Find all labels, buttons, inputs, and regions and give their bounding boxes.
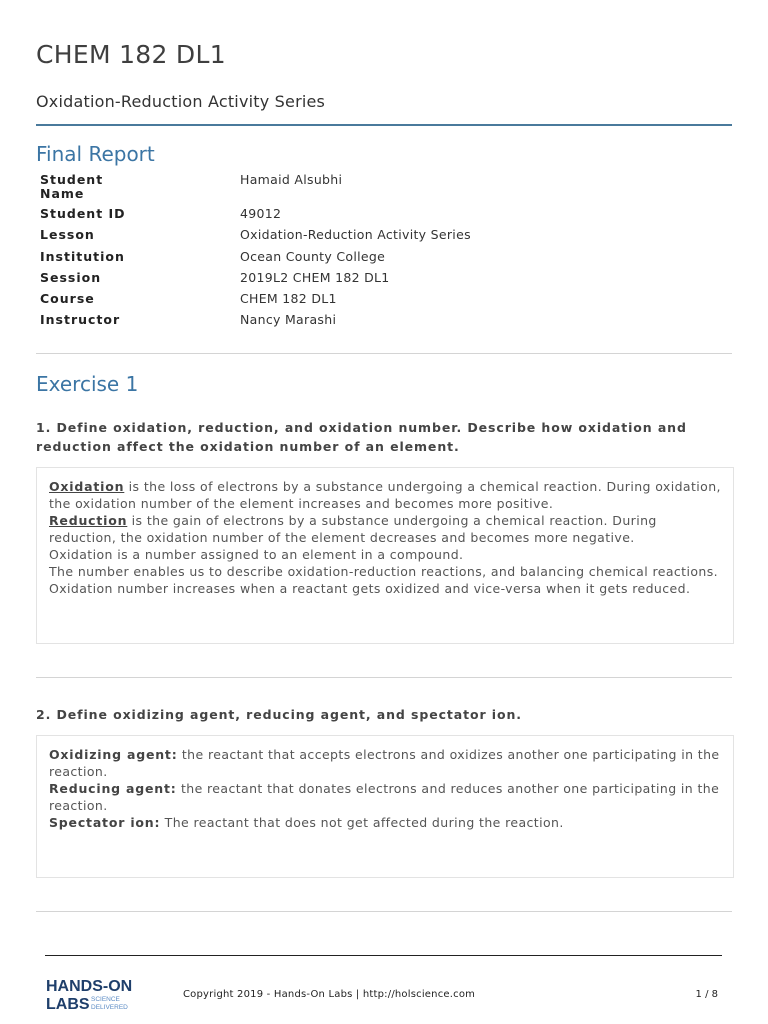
table-row: [36, 313, 732, 334]
footer-divider: [45, 955, 722, 956]
table-row: [36, 173, 732, 207]
final-report-heading: Final Report: [36, 142, 155, 166]
oxidation-text: is the loss of electrons by a substance undergoing a chemical reaction. During oxidation, the oxidation number of the element increases and becomes more positive.: [49, 479, 721, 511]
section-divider: [36, 911, 732, 912]
table-row: [36, 250, 732, 271]
logo-tag-line2: DELIVERED: [91, 1004, 128, 1011]
oxidation-definition: [49, 478, 721, 512]
logo-tag-line1: SCIENCE: [91, 996, 120, 1003]
oxidizing-agent-text: the reactant that accepts electrons and oxidizes another one participating in the reaction.: [49, 747, 720, 779]
question-1: 1. Define oxidation, reduction, and oxidation number. Describe how oxidation and reduction affect the oxidation number of an element.: [36, 420, 687, 454]
reduction-text: is the gain of electrons by a substance undergoing a chemical reaction. During reduction, the oxidation number of the element decreases and becomes more negative.: [49, 513, 657, 545]
institution-label: Institution: [40, 249, 125, 264]
logo-main-line1: HANDS-ON: [46, 978, 133, 995]
spectator-ion-term: Spectator ion:: [49, 815, 161, 830]
document-subtitle: Oxidation-Reduction Activity Series: [36, 92, 326, 111]
answer-1-box: [36, 467, 734, 644]
lesson-value: Oxidation-Reduction Activity Series: [240, 227, 471, 242]
spectator-ion-text: The reactant that does not get affected during the reaction.: [160, 815, 564, 830]
course-label: Course: [40, 291, 95, 306]
logo-main-line2: LABS: [46, 996, 90, 1013]
lesson-label: Lesson: [40, 227, 95, 242]
answer-2-box: [36, 735, 734, 878]
oxidation-number-detail: The number enables us to describe oxidation-reduction reactions, and balancing chemical reactions. Oxidation number increases when a reactant gets oxidized and vice-versa when it gets reduced.: [49, 564, 719, 596]
oxidizing-agent-term: Oxidizing agent:: [49, 747, 178, 762]
instructor-value: Nancy Marashi: [240, 312, 337, 327]
course-value: CHEM 182 DL1: [240, 291, 337, 306]
page-number: 1 / 8: [695, 989, 718, 1000]
hands-on-labs-logo: [46, 976, 156, 1014]
student-info-table: [36, 173, 732, 334]
reducing-agent-text: the reactant that donates electrons and reduces another one participating in the reaction.: [49, 781, 720, 813]
reduction-definition: [49, 512, 721, 546]
reduction-term: Reduction: [49, 513, 128, 528]
table-row: [36, 207, 732, 228]
title-divider: [36, 124, 732, 126]
copyright-text: Copyright 2019 - Hands-On Labs | http://holscience.com: [183, 989, 476, 1000]
table-row: [36, 271, 732, 292]
reducing-agent-definition: [49, 780, 721, 814]
exercise-heading: Exercise 1: [36, 372, 139, 396]
section-divider: [36, 677, 732, 678]
reducing-agent-term: Reducing agent:: [49, 781, 177, 796]
session-value: 2019L2 CHEM 182 DL1: [240, 270, 390, 285]
document-title: CHEM 182 DL1: [36, 40, 226, 69]
spectator-ion-definition: [49, 814, 721, 831]
student-name-value: Hamaid Alsubhi: [240, 172, 343, 187]
session-label: Session: [40, 270, 102, 285]
table-row: [36, 292, 732, 313]
oxidation-term: Oxidation: [49, 479, 125, 494]
instructor-label: Instructor: [40, 312, 121, 327]
table-row: [36, 228, 732, 250]
oxidation-number-text: Oxidation is a number assigned to an element in a compound.: [49, 547, 464, 562]
question-2: 2. Define oxidizing agent, reducing agent, and spectator ion.: [36, 707, 522, 722]
oxidizing-agent-definition: [49, 746, 721, 780]
student-id-label: Student ID: [40, 206, 126, 221]
institution-value: Ocean County College: [240, 249, 386, 264]
student-name-label: Student Name: [40, 172, 104, 201]
student-id-value: 49012: [240, 206, 282, 221]
section-divider: [36, 353, 732, 354]
